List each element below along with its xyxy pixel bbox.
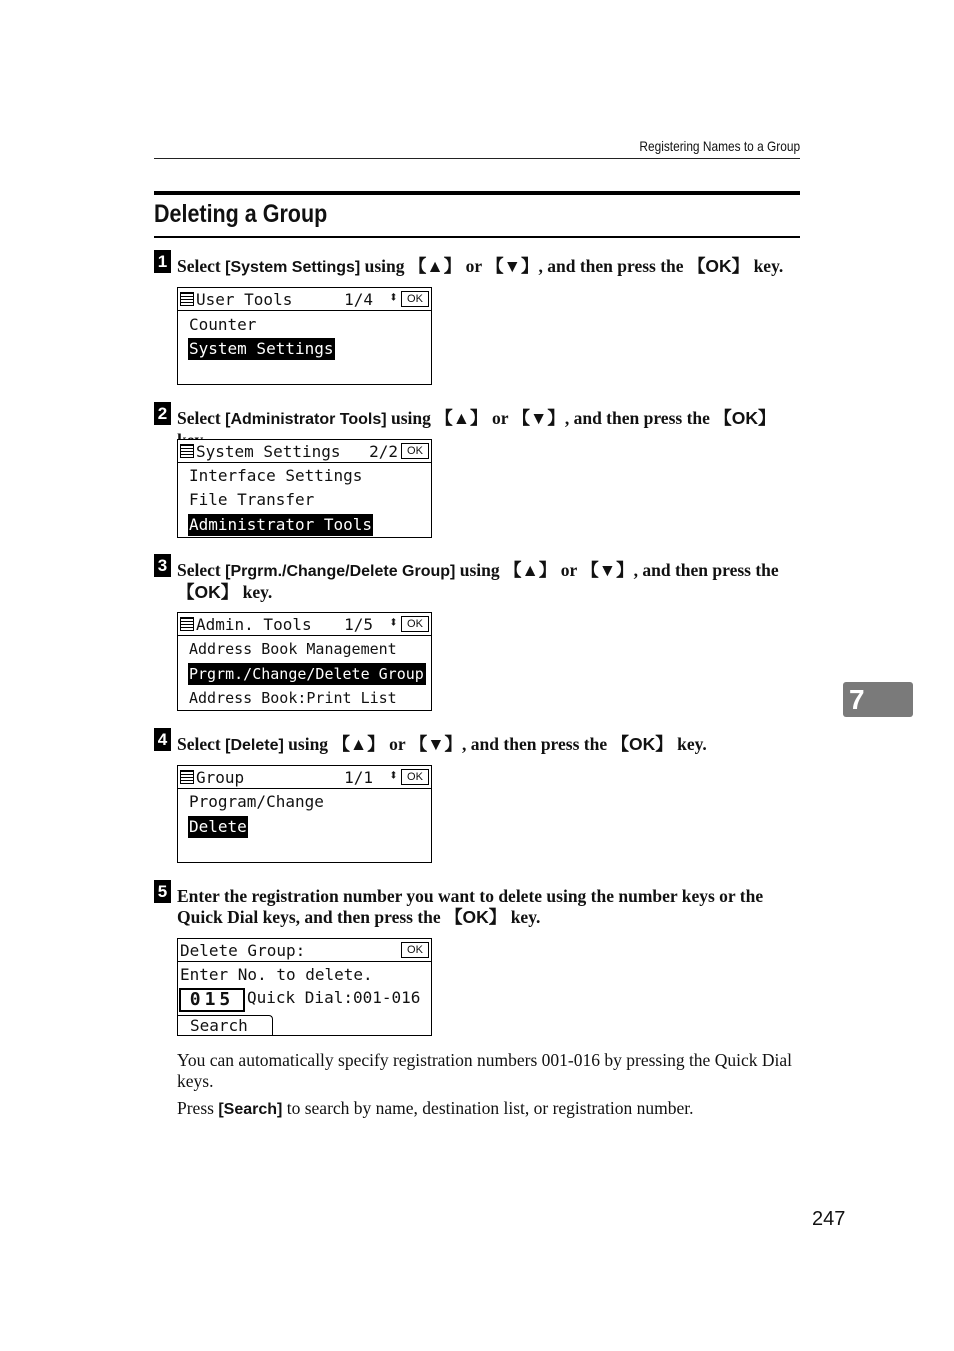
title-rule-top [154, 191, 800, 195]
lcd-menu-item: File Transfer [189, 490, 315, 509]
note-search: Press [Search] to search by name, destination list, or registration number. [177, 1098, 694, 1118]
chapter-tab: 7 [843, 682, 913, 717]
up-key: 【▲】 [408, 256, 462, 276]
section-title: Deleting a Group [154, 200, 328, 228]
page-indicator: 1/1 [344, 768, 373, 787]
lcd-menu-item: Counter [189, 315, 257, 334]
lcd-screen [177, 287, 432, 385]
down-key: 【▼】 [486, 256, 539, 276]
lcd-screen [177, 439, 432, 538]
ok-key: 【OK】 [177, 582, 239, 602]
step-instruction: Select [Prgrm./Change/Delete Group] using 【▲】 or 【▼】, and then press the 【OK】 key. [177, 560, 779, 602]
running-header: Registering Names to a Group [639, 138, 800, 154]
menu-icon [180, 770, 194, 784]
registration-number-field: 015 [179, 988, 245, 1012]
ok-icon: OK [401, 769, 429, 785]
lcd-menu-item-selected: Administrator Tools [189, 515, 373, 534]
step-number: 5 [154, 880, 171, 903]
step-number: 3 [154, 554, 171, 577]
lcd-menu-item-selected: Prgrm./Change/Delete Group [188, 663, 426, 685]
step-number: 2 [154, 402, 171, 425]
lcd-menu-item-selected: Delete [189, 817, 247, 836]
menu-icon [180, 617, 194, 631]
ok-key: 【OK】 [687, 256, 750, 276]
scroll-arrows-icon: ⬍ [388, 288, 398, 306]
scroll-arrows-icon: ⬍ [388, 766, 398, 784]
search-soft-key: Search [178, 1015, 273, 1035]
note-quick-dial: You can automatically specify registration numbers 001-016 by pressing the Quick Dial keys. [177, 1050, 792, 1091]
page-indicator: 1/5 [344, 615, 373, 634]
page-number: 247 [812, 1208, 846, 1230]
lcd-menu-item: Program/Change [189, 792, 324, 811]
lcd-title-bar: User Tools 1/4 ⬍ OK [178, 288, 431, 311]
step-instruction: Select [Administrator Tools] using 【▲】 or 【▼】, and then press the 【OK】 [177, 408, 776, 428]
lcd-title-bar: Admin. Tools 1/5 ⬍ OK [178, 613, 431, 636]
up-key: 【▲】 [332, 734, 385, 754]
step-number: 1 [154, 250, 171, 273]
ok-key: 【OK】 [714, 408, 776, 428]
up-key: 【▲】 [435, 408, 488, 428]
lcd-screen [177, 938, 432, 1036]
lcd-screen [177, 612, 432, 711]
menu-icon [180, 292, 194, 306]
key-label: [Administrator Tools] [225, 411, 387, 428]
lcd-title-bar: System Settings 2/2 OK [178, 440, 431, 463]
ok-icon: OK [401, 443, 429, 459]
step-instruction: Select [Delete] using 【▲】 or 【▼】, and then press the 【OK】 key. [177, 734, 707, 754]
key-label: [Prgrm./Change/Delete Group] [225, 563, 456, 580]
lcd-menu-item-selected: System Settings [189, 339, 334, 358]
key-label: [System Settings] [225, 259, 361, 276]
step-instruction: Enter the registration number you want to delete using the number keys or the Quick Dial keys, and then press the 【OK】 key. [177, 886, 764, 927]
key-label: [Delete] [225, 737, 284, 754]
quick-dial-hint: Quick Dial:001-016 [247, 988, 421, 1007]
ok-key: 【OK】 [611, 734, 673, 754]
lcd-title-bar: Delete Group: OK [178, 939, 431, 962]
down-key: 【▼】 [512, 408, 565, 428]
page-indicator: 2/2 [369, 442, 398, 461]
ok-icon: OK [401, 291, 429, 307]
lcd-prompt: Enter No. to delete. [180, 965, 373, 984]
key-label: [Search] [218, 1101, 283, 1118]
up-key: 【▲】 [504, 560, 557, 580]
ok-icon: OK [401, 942, 429, 958]
down-key: 【▼】 [581, 560, 634, 580]
menu-icon [180, 444, 194, 458]
lcd-menu-item: Address Book Management [189, 640, 397, 658]
header-rule [154, 158, 800, 159]
lcd-title-bar: Group 1/1 ⬍ OK [178, 766, 431, 789]
lcd-screen [177, 765, 432, 863]
down-key: 【▼】 [409, 734, 463, 754]
page-indicator: 1/4 [344, 290, 373, 309]
title-rule-bottom [154, 236, 800, 238]
ok-key: 【OK】 [445, 907, 507, 927]
lcd-menu-item: Address Book:Print List [189, 689, 397, 707]
lcd-menu-item: Interface Settings [189, 466, 363, 485]
scroll-arrows-icon: ⬍ [388, 613, 398, 631]
ok-icon: OK [401, 616, 429, 632]
step-instruction: Select [System Settings] using 【▲】 or 【▼】, and then press the 【OK】 key. [177, 256, 784, 276]
step-number: 4 [154, 728, 171, 751]
